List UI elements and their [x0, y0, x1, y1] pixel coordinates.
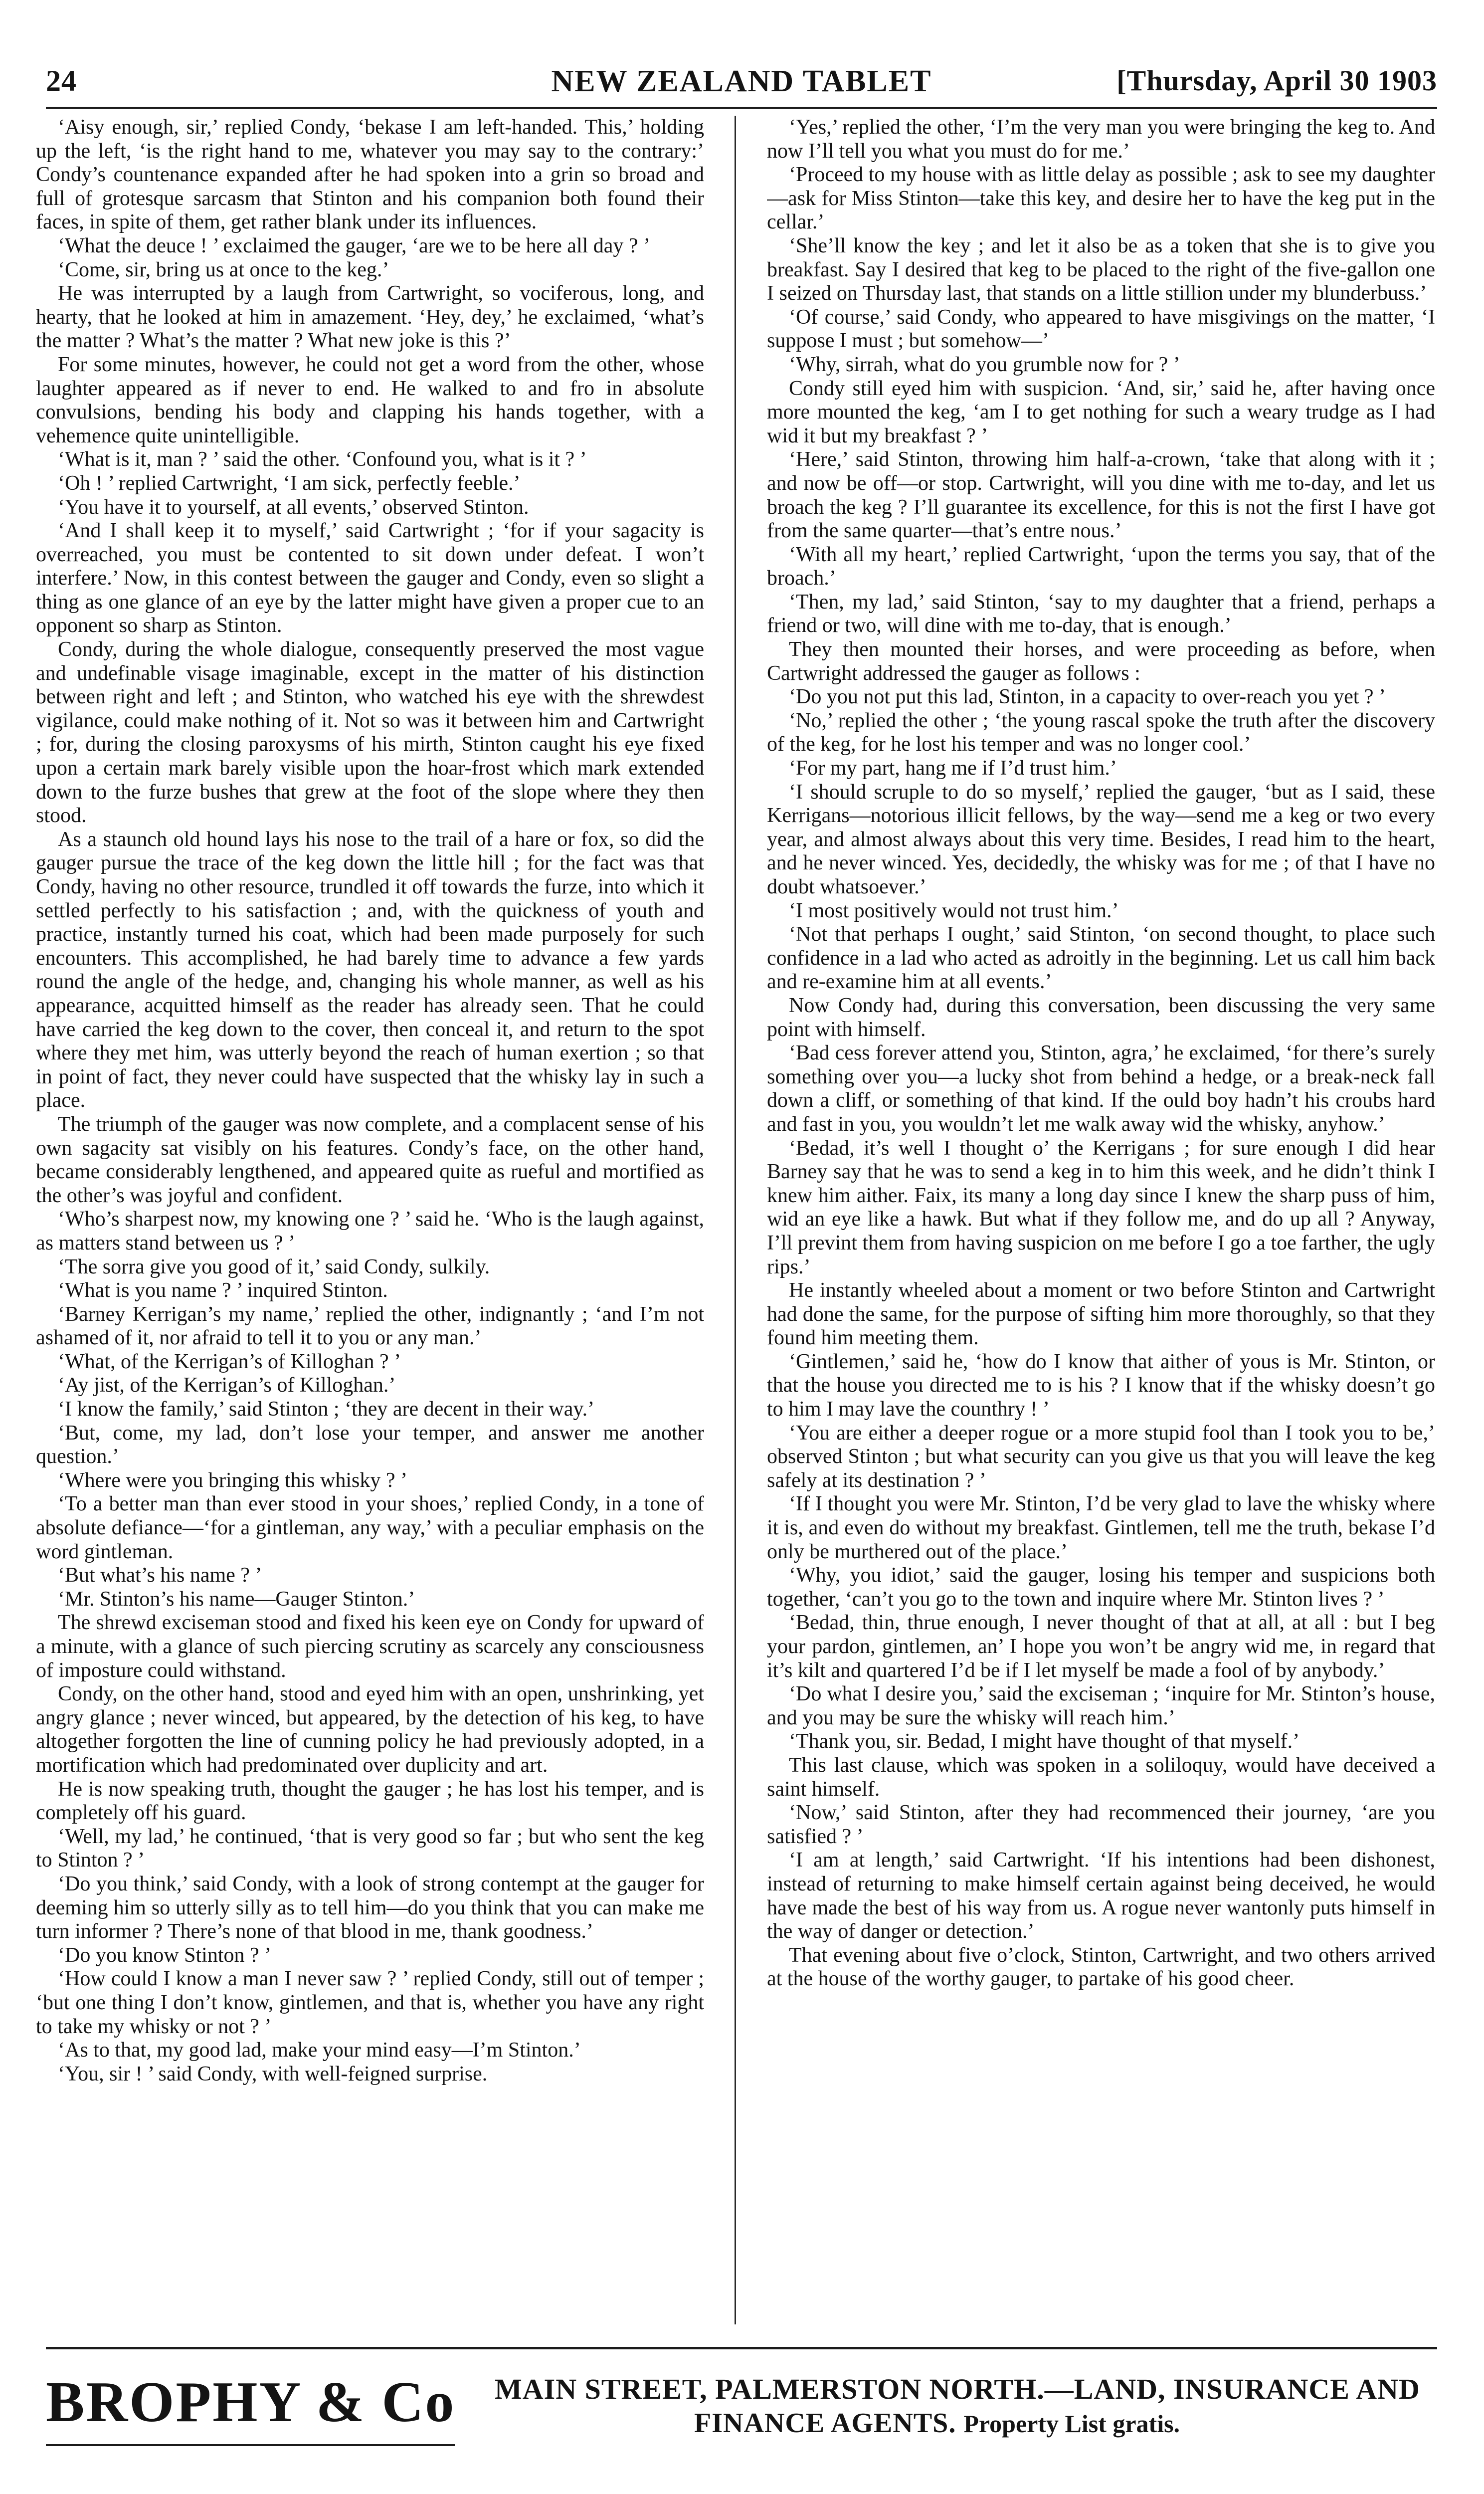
- article-paragraph: ‘The sorra give you good of it,’ said Condy, sulkily.: [58, 1255, 490, 1278]
- ad-address-line: MAIN STREET, PALMERSTON NORTH.—LAND, INSURANCE AND: [495, 2373, 1420, 2405]
- article-paragraph: Condy, on the other hand, stood and eyed him with an open, unshrinking, yet angry glance ; never winced, but appeared, by the detection of his keg, to have altogether forgotten the line of cunning policy he had previously adopted, in a mortification which had predominated over duplicity and art.: [36, 1682, 704, 1777]
- article-paragraph: ‘Mr. Stinton’s his name—Gauger Stinton.’: [58, 1587, 415, 1611]
- article-paragraph: ‘I most positively would not trust him.’: [789, 899, 1119, 922]
- article-paragraph: The triumph of the gauger was now complete, and a complacent sense of his own sagacity sat visibly on his features. Condy’s face, on the other hand, became considerably lengthened, and appeared quite as rueful and mortified as the other’s was joyful and confident.: [36, 1112, 704, 1207]
- issue-date: [Thursday, April 30 1903: [1116, 64, 1437, 97]
- article-paragraph: ‘How could I know a man I never saw ? ’ replied Condy, still out of temper ; ‘but one thing I don’t know, gintlemen, and that is, whether you have any right to take my whisky or not ? ’: [36, 1967, 704, 2038]
- article-paragraph: Now Condy had, during this conversation, been discussing the very same point with himself.: [767, 994, 1435, 1041]
- article-paragraph: ‘Why, sirrah, what do you grumble now for ? ’: [789, 353, 1180, 376]
- article-paragraph: ‘Bedad, it’s well I thought o’ the Kerrigans ; for sure enough I did hear Barney say that he was to send a keg in to him this week, and he didn’t think I knew him aither. Faix, its many a long day since I knew the sharp puss of him, wid an eye like a hawk. But what if they follow me, and do up all ? Anyway, I’ll prevint them from having suspicion on me before I go a toe farther, the ugly rips.’: [767, 1136, 1435, 1278]
- article-paragraph: ‘I know the family,’ said Stinton ; ‘they are decent in their way.’: [58, 1398, 595, 1421]
- article-paragraph: ‘Do you know Stinton ? ’: [58, 1943, 272, 1967]
- article-paragraph: He instantly wheeled about a moment or two before Stinton and Cartwright had done the same, for the purpose of sifting him more thoroughly, so that they found him meeting them.: [767, 1279, 1435, 1350]
- article-paragraph: ‘Do what I desire you,’ said the exciseman ; ‘inquire for Mr. Stinton’s house, and you may be sure the whisky will reach him.’: [767, 1682, 1435, 1729]
- article-paragraph: ‘What, of the Kerrigan’s of Killoghan ? ’: [58, 1350, 401, 1373]
- article-paragraph: ‘I am at length,’ said Cartwright. ‘If his intentions had been dishonest, instead of returning to make himself certain against being deceived, he would have made the best of his way from us. A rogue never wantonly puts himself in the way of danger or detection.’: [767, 1849, 1435, 1943]
- article-paragraph: That evening about five o’clock, Stinton, Cartwright, and two others arrived at the house of the worthy gauger, to partake of his good cheer.: [767, 1943, 1435, 1991]
- article-paragraph: ‘Yes,’ replied the other, ‘I’m the very man you were bringing the keg to. And now I’ll tell you what you must do for me.’: [767, 116, 1435, 163]
- article-paragraph: ‘Oh ! ’ replied Cartwright, ‘I am sick, perfectly feeble.’: [58, 471, 521, 495]
- article-paragraph: ‘And I shall keep it to myself,’ said Cartwright ; ‘for if your sagacity is overreached, you must be contented to sit down under defeat. I won’t interfere.’ Now, in this contest between the gauger and Condy, even so slight a thing as one glance of an eye by the latter might have given a proper cue to an opponent so sharp as Stinton.: [36, 519, 704, 637]
- article-paragraph: ‘I should scruple to do so myself,’ replied the gauger, ‘but as I said, these Kerrigans—notorious illicit fellows, by the way—send me a keg or two every year, and almost always about this very time. Besides, I read him to the heart, and he never winced. Yes, decidedly, the whisky was for me ; of that I have no doubt whatsoever.’: [767, 780, 1435, 898]
- page-header: [46, 59, 1437, 109]
- article-paragraph: Condy, during the whole dialogue, consequently preserved the most vague and undefinable visage imaginable, except in the matter of his distinction between right and left ; and Stinton, who watched his eye with the shrewdest vigilance, could make nothing of it. Not so was it between him and Cartwright ; for, during the closing paroxysms of his mirth, Stinton caught his eye fixed upon a certain mark barely visible upon the hoar-frost which mark extended down to the furze bushes that grew at the foot of the slope where they then stood.: [36, 638, 704, 828]
- article-paragraph: ‘With all my heart,’ replied Cartwright, ‘upon the terms you say, that of the broach.’: [767, 543, 1435, 590]
- article-paragraph: ‘Who’s sharpest now, my knowing one ? ’ said he. ‘Who is the laugh against, as matters stand between us ? ’: [36, 1208, 704, 1254]
- ad-services-line: [694, 2407, 1180, 2439]
- article-paragraph: ‘Do you not put this lad, Stinton, in a capacity to over-reach you yet ? ’: [789, 685, 1386, 709]
- article-paragraph: ‘Here,’ said Stinton, throwing him half-a-crown, ‘take that along with it ; and now be off—or stop. Cartwright, will you dine with me to-day, and let us broach the keg ? I’ll guarantee its excellence, for this is not the first I have got from the same quarter—that’s entre nous.’: [767, 448, 1435, 543]
- column-divider: [735, 116, 736, 2324]
- article-paragraph: ‘Ay jist, of the Kerrigan’s of Killoghan.’: [58, 1374, 396, 1397]
- article-paragraph: ‘Gintlemen,’ said he, ‘how do I know that aither of yous is Mr. Stinton, or that the house you directed me to is his ? I know that if the whisky doesn’t go to him I may lave the counthry ! ’: [767, 1350, 1435, 1421]
- advertisement: [46, 2347, 1437, 2464]
- ad-underline: [46, 2444, 455, 2446]
- page-number: 24: [46, 64, 77, 97]
- article-paragraph: ‘For my part, hang me if I’d trust him.’: [789, 757, 1117, 780]
- article-paragraph: ‘Thank you, sir. Bedad, I might have thought of that myself.’: [789, 1730, 1300, 1753]
- article-paragraph: ‘Aisy enough, sir,’ replied Condy, ‘bekase I am left-handed. This,’ holding up the left, ‘is the right hand to me, whatever you may say to the contrary:’ Condy’s countenance expanded after he had spoken into a grin so broad and full of grotesque sarcasm that Stinton and his companion both found their faces, in spite of them, get rather blank under its influences.: [36, 116, 704, 234]
- left-column: [36, 116, 704, 2324]
- article-paragraph: The shrewd exciseman stood and fixed his keen eye on Condy for upward of a minute, with a glance of such piercing scrutiny as scarcely any consciousness of imposture could withstand.: [36, 1611, 704, 1682]
- article-paragraph: ‘Then, my lad,’ said Stinton, ‘say to my daughter that a friend, perhaps a friend or two, will dine with me to-day, that is enough.’: [767, 590, 1435, 637]
- article-paragraph: ‘But, come, my lad, don’t lose your temper, and answer me another question.’: [36, 1421, 704, 1468]
- article-paragraph: As a staunch old hound lays his nose to the trail of a hare or fox, so did the gauger pursue the trace of the keg down the little hill ; for the fact was that Condy, having no other resource, trundled it off towards the furze, into which it settled perfectly to his satisfaction ; and, with the quickness of youth and practice, instantly turned his coat, which had been made purposely for such encounters. This accomplished, he had barely time to advance a few yards round the angle of the hedge, and, changing his whole manner, as well as his appearance, acquitted himself as the reader has already seen. That he could have carried the keg down to the cover, then conceal it, and return to the spot where they met him, was utterly beyond the reach of human exertion ; so that in point of fact, they never could have suspected that the whisky lay in such a place.: [36, 828, 704, 1112]
- article-paragraph: ‘Not that perhaps I ought,’ said Stinton, ‘on second thought, to place such confidence in a lad who acted as adroitly in the beginning. Let us call him back and re-examine him at all events.’: [767, 923, 1435, 994]
- publication-title: NEW ZEALAND TABLET: [551, 64, 932, 98]
- article-paragraph: ‘Proceed to my house with as little delay as possible ; ask to see my daughter—ask for Miss Stinton—take this key, and desire her to have the keg put in the cellar.’: [767, 163, 1435, 234]
- article-paragraph: ‘Bedad, thin, thrue enough, I never thought of that at all, at all : but I beg your pardon, gintlemen, an’ I hope you won’t be angry wid me, in regard that it’s kilt and quartered I’d be if I let myself be made a fool of by anybody.’: [767, 1611, 1435, 1682]
- article-paragraph: ‘You, sir ! ’ said Condy, with well-feigned surprise.: [58, 2062, 488, 2085]
- article-paragraph: ‘You are either a deeper rogue or a more stupid fool than I took you to be,’ observed Stinton ; but what security can you give us that you will leave the keg safely at its destination ? ’: [767, 1421, 1435, 1492]
- article-paragraph: ‘As to that, my good lad, make your mind easy—I’m Stinton.’: [58, 2039, 581, 2062]
- article-paragraph: ‘To a better man than ever stood in your shoes,’ replied Condy, in a tone of absolute defiance—‘for a gintleman, any way,’ with a peculiar emphasis on the word gintleman.: [36, 1492, 704, 1563]
- article-paragraph: ‘Now,’ said Stinton, after they had recommenced their journey, ‘are you satisfied ? ’: [767, 1801, 1435, 1848]
- right-column: [767, 116, 1435, 2324]
- article-paragraph: ‘What is it, man ? ’ said the other. ‘Confound you, what is it ? ’: [58, 448, 587, 471]
- ad-firm-name: BROPHY & Co: [46, 2370, 456, 2434]
- article-paragraph: ‘She’ll know the key ; and let it also be as a token that she is to give you breakfast. Say I desired that keg to be placed to the right of the five-gallon one I seized on Thursday last, that stands on a little stillion under my blunderbuss.’: [767, 234, 1435, 305]
- article-paragraph: ‘Do you think,’ said Condy, with a look of strong contempt at the gauger for deeming him so utterly silly as to tell him—do you think that you can make me turn informer ? There’s none of that blood in me, thank goodness.’: [36, 1872, 704, 1943]
- article-paragraph: He was interrupted by a laugh from Cartwright, so vociferous, long, and hearty, that he looked at him in amazement. ‘Hey, dey,’ he exclaimed, ‘what’s the matter ? What’s the matter ? What new joke is this ?’: [36, 282, 704, 353]
- article-paragraph: ‘Come, sir, bring us at once to the keg.’: [58, 258, 389, 281]
- article-paragraph: ‘Where were you bringing this whisky ? ’: [58, 1468, 407, 1492]
- article-paragraph: ‘Why, you idiot,’ said the gauger, losing his temper and suspicions both together, ‘can’t you go to the town and inquire where Mr. Stinton lives ? ’: [767, 1564, 1435, 1611]
- article-paragraph: ‘You have it to yourself, at all events,’ observed Stinton.: [58, 495, 529, 519]
- article-paragraph: ‘Of course,’ said Condy, who appeared to have misgivings on the matter, ‘I suppose I must ; but somehow—’: [767, 305, 1435, 353]
- article-paragraph: ‘But what’s his name ? ’: [58, 1564, 262, 1587]
- article-paragraph: ‘If I thought you were Mr. Stinton, I’d be very glad to lave the whisky where it is, and even do without my breakfast. Gintlemen, tell me the truth, bekase I’d only be murthered out of the place.’: [767, 1492, 1435, 1563]
- article-paragraph: They then mounted their horses, and were proceeding as before, when Cartwright addressed the gauger as follows :: [767, 638, 1435, 685]
- article-paragraph: ‘What the deuce ! ’ exclaimed the gauger, ‘are we to be here all day ? ’: [58, 234, 651, 257]
- article-paragraph: Condy still eyed him with suspicion. ‘And, sir,’ said he, after having once more mounted the keg, ‘am I to get nothing for such a weary trudge as I had wid it but my breakfast ? ’: [767, 377, 1435, 447]
- article-paragraph: ‘Well, my lad,’ he continued, ‘that is very good so far ; but who sent the keg to Stinton ? ’: [36, 1825, 704, 1872]
- article-paragraph: ‘Bad cess forever attend you, Stinton, agra,’ he exclaimed, ‘for there’s surely something over you—a lucky shot from behind a hedge, or a break-neck fall down a cliff, or something of that kind. If the ould boy hadn’t his croubs hard and fast in you, you wouldn’t let me walk away wid the whisky, anyhow.’: [767, 1041, 1435, 1136]
- article-paragraph: ‘No,’ replied the other ; ‘the young rascal spoke the truth after the discovery of the keg, for he lost his temper and was no longer cool.’: [767, 709, 1435, 756]
- article-paragraph: He is now speaking truth, thought the gauger ; he has lost his temper, and is completely off his guard.: [36, 1777, 704, 1825]
- ad-services-text: FINANCE AGENTS.: [694, 2408, 956, 2439]
- ad-property-list-note: Property List gratis.: [963, 2410, 1180, 2438]
- article-paragraph: ‘Barney Kerrigan’s my name,’ replied the other, indignantly ; ‘and I’m not ashamed of it, nor afraid to tell it to you or any man.’: [36, 1302, 704, 1350]
- article-paragraph: ‘What is you name ? ’ inquired Stinton.: [58, 1279, 388, 1302]
- article-paragraph: This last clause, which was spoken in a soliloquy, would have deceived a saint himself.: [767, 1753, 1435, 1801]
- article-paragraph: For some minutes, however, he could not get a word from the other, whose laughter appeared as if never to end. He walked to and fro in absolute convulsions, bending his body and clapping his hands together, with a vehemence quite unintelligible.: [36, 353, 704, 447]
